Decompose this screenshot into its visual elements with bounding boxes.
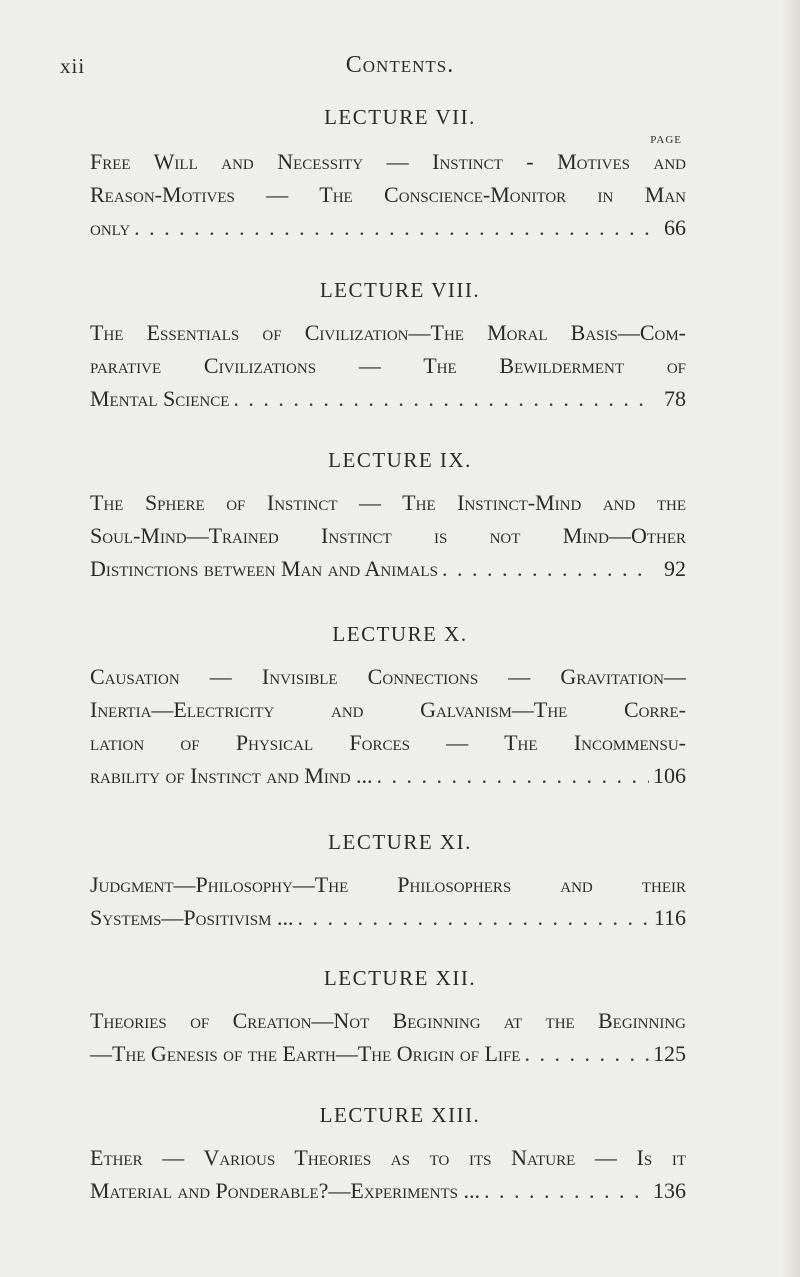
entry-page-number: 106 (653, 763, 686, 788)
entry-last-line (90, 382, 686, 415)
toc-entry-xii (90, 1004, 686, 1070)
entry-line: lation of Physical Forces — The Incommensu- (90, 730, 686, 755)
dot-leader (298, 901, 650, 934)
entry-page-number: 66 (664, 215, 686, 240)
entry-last-line (90, 901, 686, 934)
entry-page-number: 125 (653, 1041, 686, 1066)
toc-entry-xiii (90, 1141, 686, 1207)
toc-entry-ix (90, 486, 686, 585)
dot-leader (442, 552, 652, 585)
entry-line: Causation — Invisible Connections — Gravitation— (90, 664, 686, 689)
entry-last-line (90, 211, 686, 244)
entry-line: Material and Ponderable?—Experiments ... (90, 1178, 480, 1203)
entry-last-line (90, 759, 686, 792)
lecture-heading-x: LECTURE X. (332, 622, 468, 646)
entry-line: Ether — Various Theories as to its Nature — Is it (90, 1145, 686, 1170)
entry-last-line (90, 552, 686, 585)
lecture-heading-viii: LECTURE VIII. (319, 278, 481, 302)
toc-entry-vii (90, 145, 686, 244)
entry-line: only (90, 215, 131, 240)
entry-line: Soul-Mind—Trained Instinct is not Mind—Other (90, 523, 686, 548)
page-number-folio: xii (60, 54, 86, 78)
dot-leader (233, 382, 652, 415)
entry-line: rability of Instinct and Mind ... (90, 763, 373, 788)
entry-line: Mental Science (90, 386, 230, 411)
entry-line: —The Genesis of the Earth—The Origin of Life (90, 1041, 521, 1066)
entry-last-line (90, 1037, 686, 1070)
entry-page-number: 136 (653, 1178, 686, 1203)
entry-page-number: 92 (664, 556, 686, 581)
entry-line: Reason-Motives — The Conscience-Monitor in Man (90, 182, 686, 207)
entry-page-number: 116 (653, 905, 686, 930)
entry-line: Theories of Creation—Not Beginning at the Beginning (90, 1008, 686, 1033)
entry-line: Free Will and Necessity — Instinct - Motives and (90, 149, 686, 174)
toc-entry-xi (90, 868, 686, 934)
entry-last-line (90, 1174, 686, 1207)
toc-entry-viii (90, 316, 686, 415)
entry-line: The Essentials of Civilization—The Moral Basis—Com- (90, 320, 686, 345)
dot-leader (377, 759, 649, 792)
dot-leader (134, 211, 652, 244)
dot-leader (524, 1037, 649, 1070)
lecture-heading-xiii: LECTURE XIII. (319, 1103, 481, 1127)
entry-page-number: 78 (664, 386, 686, 411)
entry-line: parative Civilizations — The Bewilderment of (90, 353, 686, 378)
lecture-heading-xii: LECTURE XII. (323, 966, 477, 990)
entry-line: Systems—Positivism ... (90, 905, 294, 930)
entry-line: The Sphere of Instinct — The Instinct-Mind and the (90, 490, 686, 515)
entry-line: Distinctions between Man and Animals (90, 556, 438, 581)
page-column-label: PAGE (650, 134, 682, 146)
running-title: Contents. (345, 52, 455, 78)
toc-entry-x (90, 660, 686, 792)
lecture-heading-xi: LECTURE XI. (328, 830, 472, 854)
lecture-heading-vii: LECTURE VII. (324, 105, 476, 129)
dot-leader (484, 1174, 649, 1207)
lecture-heading-ix: LECTURE IX. (328, 448, 472, 472)
entry-line: Judgment—Philosophy—The Philosophers and their (90, 872, 686, 897)
entry-line: Inertia—Electricity and Galvanism—The Corre- (90, 697, 686, 722)
